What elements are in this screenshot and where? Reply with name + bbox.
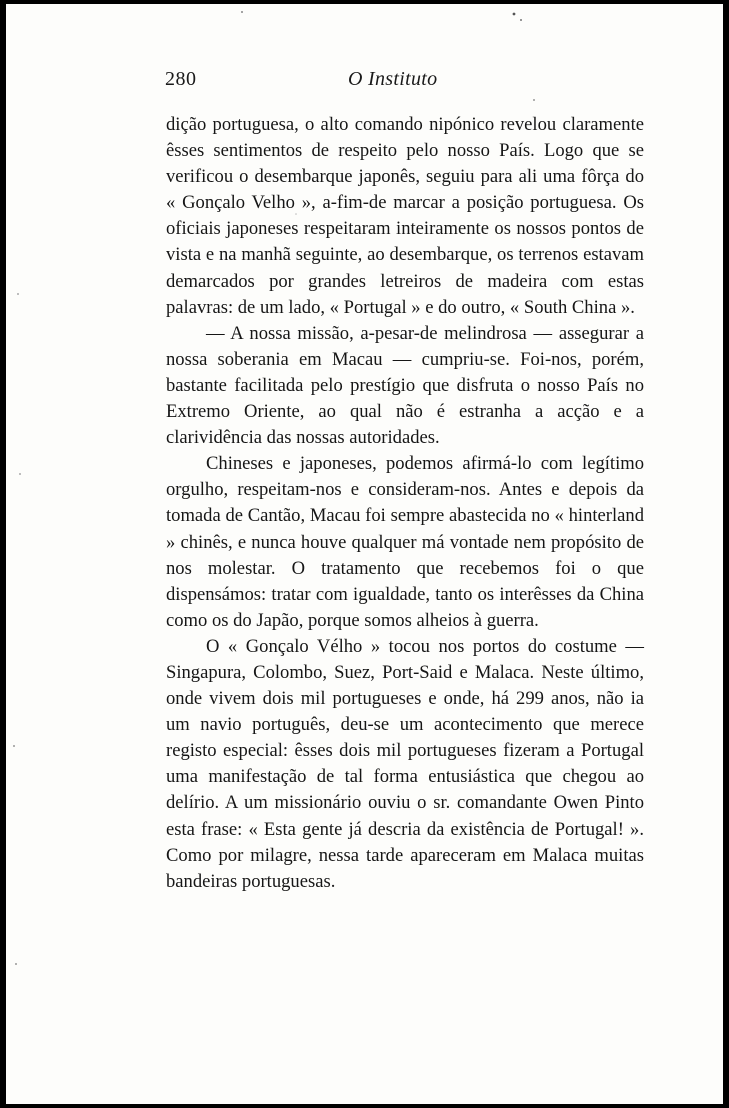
speck <box>533 99 535 101</box>
running-title: O Instituto <box>348 68 438 90</box>
speck <box>19 473 21 475</box>
body-text <box>166 112 644 895</box>
speck <box>513 13 516 16</box>
paragraph: Chineses e japoneses, podemos afirmá-lo com legítimo orgulho, respeitam-nos e consideram-nos. Antes e depois da tomada de Cantão, Macau foi sempre abastecida no « hinterland » chinês, e nunca houve qualquer má vontade nem propósito de nos molestar. O tratamento que recebemos foi o que dispensámos: tratar com igualdade, tanto os interêsses da China como os do Japão, porque somos alheios à guerra. <box>166 453 644 631</box>
page-header <box>6 68 723 98</box>
paragraph: dição portuguesa, o alto comando nipónico revelou claramente êsses sentimentos de respeito pelo nosso País. Logo que se verificou o desembarque japonês, seguiu para ali uma fôrça do « Gonçalo Velho », a-fim-de marcar a posição portuguesa. Os oficiais japoneses respeitaram inteiramente os nossos pontos de vista e na manhã seguinte, ao desembarque, os terrenos estavam demarcados por grandes letreiros de madeira com estas palavras: de um lado, « Portugal » e do outro, « South China ». <box>166 114 644 318</box>
speck <box>13 745 15 747</box>
speck <box>15 963 17 965</box>
paragraph: — A nossa missão, a-pesar-de melindrosa — assegurar a nossa soberania em Macau — cumpriu-se. Foi-nos, porém, bastante facilitada pelo prestígio que disfruta o nosso País no Extremo Oriente, ao qual não é estranha a acção e a clarividência das nossas autoridades. <box>166 322 644 449</box>
speck <box>17 293 19 295</box>
paragraph: O « Gonçalo Vélho » tocou nos portos do costume — Singapura, Colombo, Suez, Port-Said e Malaca. Neste último, onde vivem dois mil portugueses e onde, há 299 anos, não ia um navio português, deu-se um acontecimento que merece registo especial: êsses dois mil portugueses fizeram a Portugal uma manifestação de tal forma entusiástica que chegou ao delírio. A um missionário ouviu o sr. comandante Owen Pinto esta frase: « Esta gente já descria da existência de Portugal! ». Como por milagre, nessa tarde apareceram em Malaca muitas bandeiras portuguesas. <box>166 635 644 892</box>
book-page <box>6 4 723 1104</box>
speck <box>520 19 522 21</box>
page-number: 280 <box>165 68 197 90</box>
speck <box>241 11 243 13</box>
